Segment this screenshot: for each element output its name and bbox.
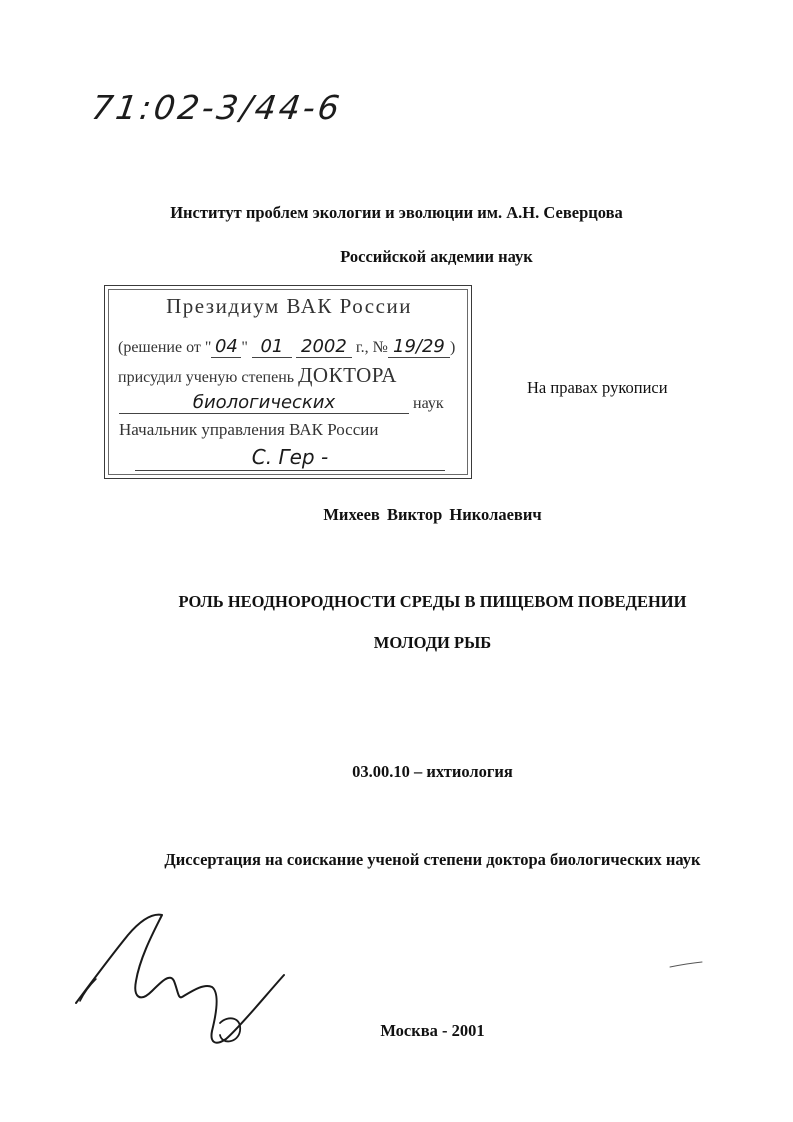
stamp-awarded-prefix: присудил ученую степень [118, 369, 295, 386]
thesis-title-line-2: МОЛОДИ РЫБ [373, 633, 492, 652]
stamp-decision-number: 19/29 [388, 336, 450, 358]
stamp-science-handwritten: биологических [119, 392, 409, 414]
degree-statement: Диссертация на соискание ученой степени доктора биологических наук [164, 850, 701, 869]
thesis-title-line-1: РОЛЬ НЕОДНОРОДНОСТИ СРЕДЫ В ПИЩЕВОМ ПОВЕДЕНИИ [178, 592, 687, 611]
stamp-decision-year: 2002 [296, 336, 352, 358]
stamp-decision-day: 04 [211, 336, 241, 358]
stamp-awarded-line [118, 363, 397, 388]
vak-stamp [104, 285, 472, 479]
institute-academy: Российской акдемии наук [340, 247, 533, 266]
archive-code: 71:02-3/44-6 [89, 88, 345, 127]
stamp-decision-prefix: (решение от " [118, 339, 212, 356]
manuscript-rights-note: На правах рукописи [527, 378, 668, 397]
institute-name: Институт проблем экологии и эволюции им. А.Н. Северцова [170, 203, 623, 222]
stamp-decision-quote: " [241, 339, 248, 356]
specialty-code: 03.00.10 – ихтиология [352, 762, 513, 781]
stamp-decision-month: 01 [252, 336, 292, 358]
stamp-chief-signature: С. Гер - [135, 444, 445, 471]
stamp-decision-close: ) [449, 339, 456, 356]
stamp-science-line [119, 392, 464, 414]
stamp-chief-title: Начальник управления ВАК России [119, 420, 379, 439]
stamp-decision-line [118, 336, 455, 358]
stamp-degree: ДОКТОРА [298, 363, 397, 387]
city-year: Москва - 2001 [380, 1021, 485, 1040]
stamp-science-suffix: наук [413, 395, 444, 412]
stamp-decision-suffix: г., № [355, 339, 388, 356]
author-name: Михеев Виктор Николаевич [323, 505, 542, 524]
stamp-title: Президиум ВАК России [166, 294, 412, 318]
stray-pen-mark [668, 955, 708, 975]
